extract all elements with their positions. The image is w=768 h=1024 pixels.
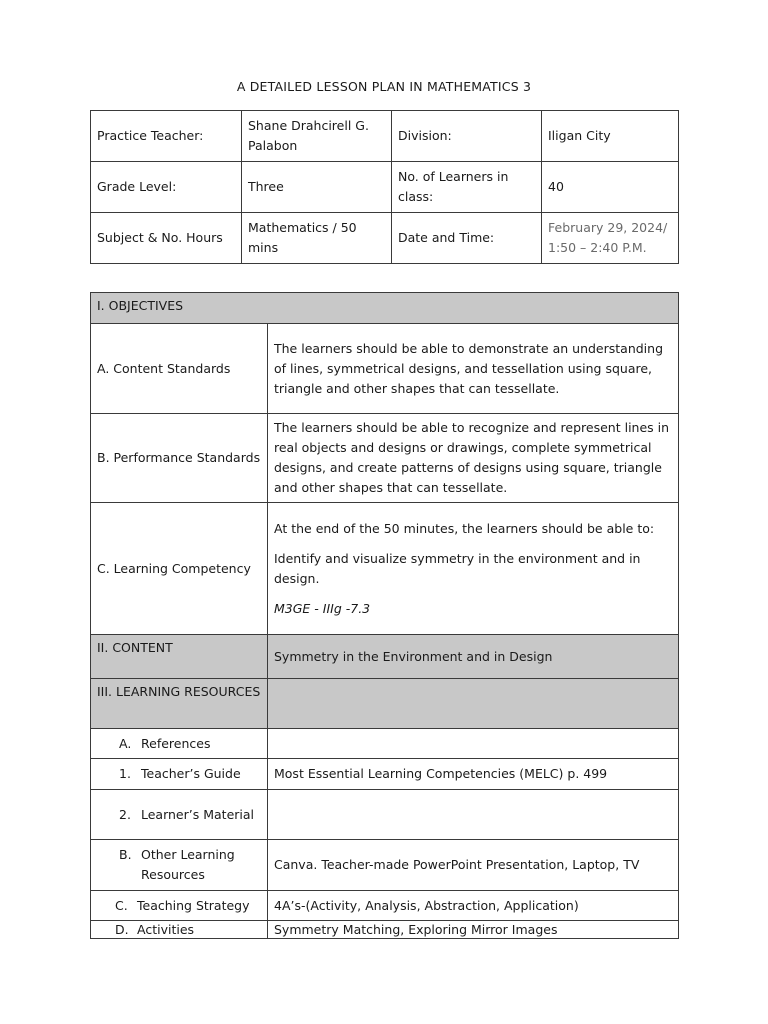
content-text: Symmetry in the Environment and in Design bbox=[268, 635, 679, 679]
teaching-strategy-text: 4A’s-(Activity, Analysis, Abstraction, Application) bbox=[268, 891, 679, 921]
division-label: Division: bbox=[392, 111, 542, 162]
teachers-guide-num: 1. bbox=[119, 766, 131, 781]
table-row bbox=[91, 790, 679, 840]
activities-text: Symmetry Matching, Exploring Mirror Images bbox=[268, 921, 679, 939]
teaching-strategy-label: Teaching Strategy bbox=[137, 897, 250, 913]
learning-competency-cell bbox=[268, 503, 679, 635]
grade-level-value: Three bbox=[242, 162, 392, 213]
teaching-strategy-cell bbox=[91, 891, 268, 921]
table-row bbox=[91, 840, 679, 891]
date-value: February 29, 2024/ 1:50 – 2:40 P.M. bbox=[542, 213, 679, 264]
table-row bbox=[91, 213, 679, 264]
content-standards-label: A. Content Standards bbox=[91, 324, 268, 414]
references-blank bbox=[268, 729, 679, 759]
table-row bbox=[91, 729, 679, 759]
grade-level-label: Grade Level: bbox=[91, 162, 242, 213]
table-row bbox=[91, 324, 679, 414]
info-table bbox=[90, 110, 679, 264]
other-resources-label: Other Learning Resources bbox=[141, 847, 235, 882]
subject-value: Mathematics / 50 mins bbox=[242, 213, 392, 264]
teachers-guide-text: Most Essential Learning Competencies (MELC) p. 499 bbox=[268, 759, 679, 790]
resources-header: III. LEARNING RESOURCES bbox=[91, 679, 268, 729]
practice-teacher-label: Practice Teacher: bbox=[91, 111, 242, 162]
table-row bbox=[91, 503, 679, 635]
table-row bbox=[91, 759, 679, 790]
table-row bbox=[91, 111, 679, 162]
learning-competency-intro: At the end of the 50 minutes, the learners should be able to: bbox=[274, 520, 655, 536]
table-row bbox=[91, 414, 679, 503]
table-row bbox=[91, 679, 679, 729]
practice-teacher-value: Shane Drahcirell G. Palabon bbox=[242, 111, 392, 162]
teachers-guide-cell bbox=[91, 759, 268, 790]
content-header: II. CONTENT bbox=[91, 635, 268, 679]
other-resources-cell bbox=[91, 840, 268, 891]
references-cell bbox=[91, 729, 268, 759]
activities-cell bbox=[91, 921, 268, 939]
activities-num: D. bbox=[115, 921, 129, 937]
resources-blank bbox=[268, 679, 679, 729]
learners-material-blank bbox=[268, 790, 679, 840]
learners-material-label: Learner’s Material bbox=[141, 806, 255, 822]
activities-label: Activities bbox=[137, 921, 195, 937]
lesson-plan-table bbox=[90, 292, 679, 939]
learning-competency-code: M3GE - IIIg -7.3 bbox=[274, 600, 371, 616]
performance-standards-text: The learners should be able to recognize and represent lines in real objects and designs or drawings, complete symmetrical designs, and create patterns of designs using square, triangle and other shapes that can tessellate. bbox=[268, 414, 679, 503]
other-resources-num: B. bbox=[119, 847, 132, 862]
learners-value: 40 bbox=[542, 162, 679, 213]
learning-competency-label: C. Learning Competency bbox=[91, 503, 268, 635]
learners-material-num: 2. bbox=[119, 806, 131, 822]
other-resources-text: Canva. Teacher-made PowerPoint Presentation, Laptop, TV bbox=[268, 840, 679, 891]
teachers-guide-label: Teacher’s Guide bbox=[141, 766, 241, 781]
performance-standards-label: B. Performance Standards bbox=[91, 414, 268, 503]
learning-competency-text: Identify and visualize symmetry in the environment and in design. bbox=[274, 550, 641, 586]
table-row bbox=[91, 162, 679, 213]
content-standards-text: The learners should be able to demonstrate an understanding of lines, symmetrical designs, and tessellation using square, triangle and other shapes that can tessellate. bbox=[268, 324, 679, 414]
subject-label: Subject & No. Hours bbox=[91, 213, 242, 264]
table-row bbox=[91, 635, 679, 679]
references-num: A. bbox=[119, 735, 132, 751]
date-label: Date and Time: bbox=[392, 213, 542, 264]
document-title: A DETAILED LESSON PLAN IN MATHEMATICS 3 bbox=[236, 79, 532, 94]
division-value: Iligan City bbox=[542, 111, 679, 162]
teaching-strategy-num: C. bbox=[115, 897, 128, 913]
learners-label: No. of Learners in class: bbox=[392, 162, 542, 213]
objectives-header: I. OBJECTIVES bbox=[91, 293, 679, 324]
table-row bbox=[91, 891, 679, 921]
table-row bbox=[91, 293, 679, 324]
references-label: References bbox=[141, 735, 211, 751]
learners-material-cell bbox=[91, 790, 268, 840]
table-row bbox=[91, 921, 679, 939]
